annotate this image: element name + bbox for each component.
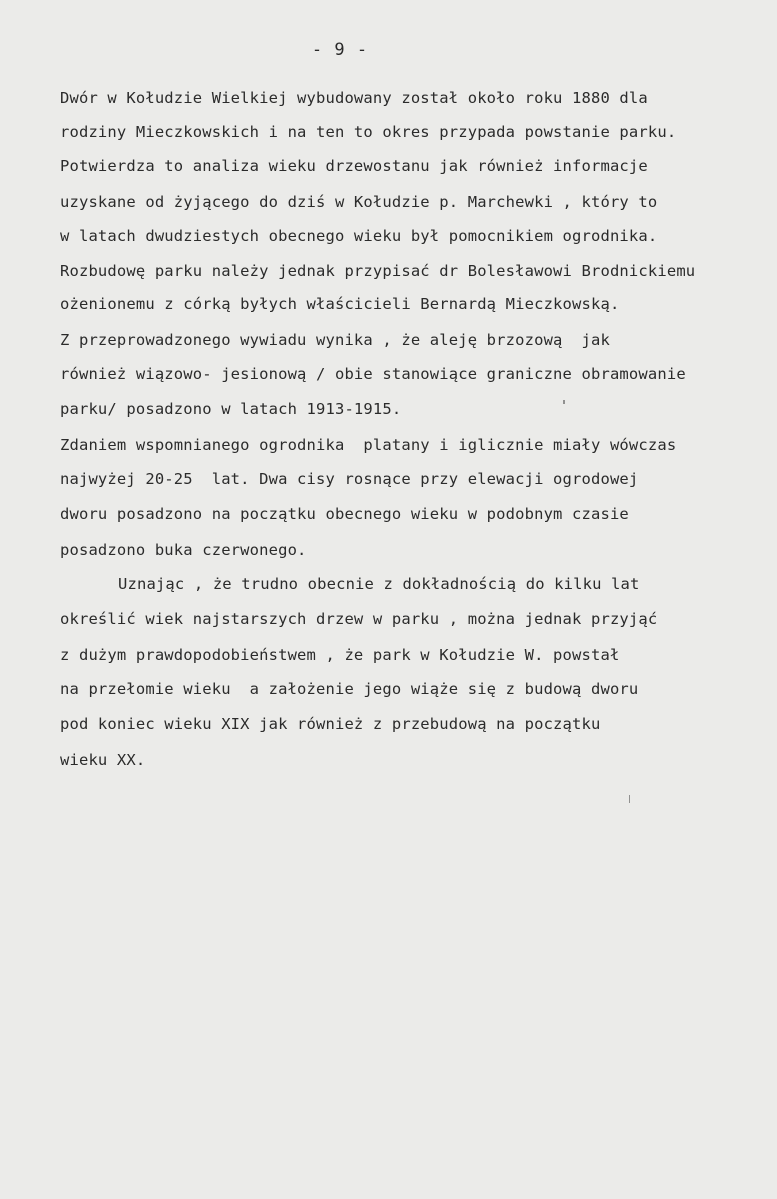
paragraph-1-line-8: Z przeprowadzonego wywiadu wynika , że aleję brzozową jak	[60, 331, 610, 349]
paragraph-1-line-7: ożenionemu z córką byłych właścicieli Bernardą Mieczkowską.	[60, 295, 620, 313]
paragraph-1-line-12: najwyżej 20-25 lat. Dwa cisy rosnące przy elewacji ogrodowej	[60, 470, 639, 488]
paragraph-1-line-6: Rozbudowę parku należy jednak przypisać dr Bolesławowi Brodnickiemu	[60, 262, 696, 280]
paragraph-1-line-5: w latach dwudziestych obecnego wieku był pomocnikiem ogrodnika.	[60, 227, 658, 245]
paragraph-2-line-1: Uznając , że trudno obecnie z dokładnością do kilku lat	[118, 575, 640, 593]
paragraph-1-line-9: również wiązowo- jesionową / obie stanowiące graniczne obramowanie	[60, 365, 686, 383]
paragraph-2-line-2: określić wiek najstarszych drzew w parku , można jednak przyjąć	[60, 610, 658, 628]
paragraph-1-line-10: parku/ posadzono w latach 1913-1915.	[60, 400, 402, 418]
paragraph-1-line-4: uzyskane od żyjącego do dziś w Kołudzie p. Marchewki , który to	[60, 193, 658, 211]
paragraph-1-line-14: posadzono buka czerwonego.	[60, 541, 307, 559]
scan-speck	[563, 400, 565, 404]
paragraph-1-line-13: dworu posadzono na początku obecnego wieku w podobnym czasie	[60, 505, 629, 523]
paragraph-2-line-3: z dużym prawdopodobieństwem , że park w Kołudzie W. powstał	[60, 646, 620, 664]
paragraph-2-line-5: pod koniec wieku XIX jak również z przebudową na początku	[60, 715, 601, 733]
paragraph-1-line-11: Zdaniem wspomnianego ogrodnika platany i iglicznie miały wówczas	[60, 436, 677, 454]
paragraph-1-line-3: Potwierdza to analiza wieku drzewostanu jak również informacje	[60, 157, 648, 175]
page-number: - 9 -	[311, 40, 369, 60]
paragraph-1-line-1: Dwór w Kołudzie Wielkiej wybudowany został około roku 1880 dla	[60, 89, 648, 107]
paragraph-2-line-6: wieku XX.	[60, 751, 146, 769]
paragraph-1-line-2: rodziny Mieczkowskich i na ten to okres przypada powstanie parku.	[60, 123, 677, 141]
scan-speck	[629, 795, 630, 803]
paragraph-2-line-4: na przełomie wieku a założenie jego wiąże się z budową dworu	[60, 680, 639, 698]
